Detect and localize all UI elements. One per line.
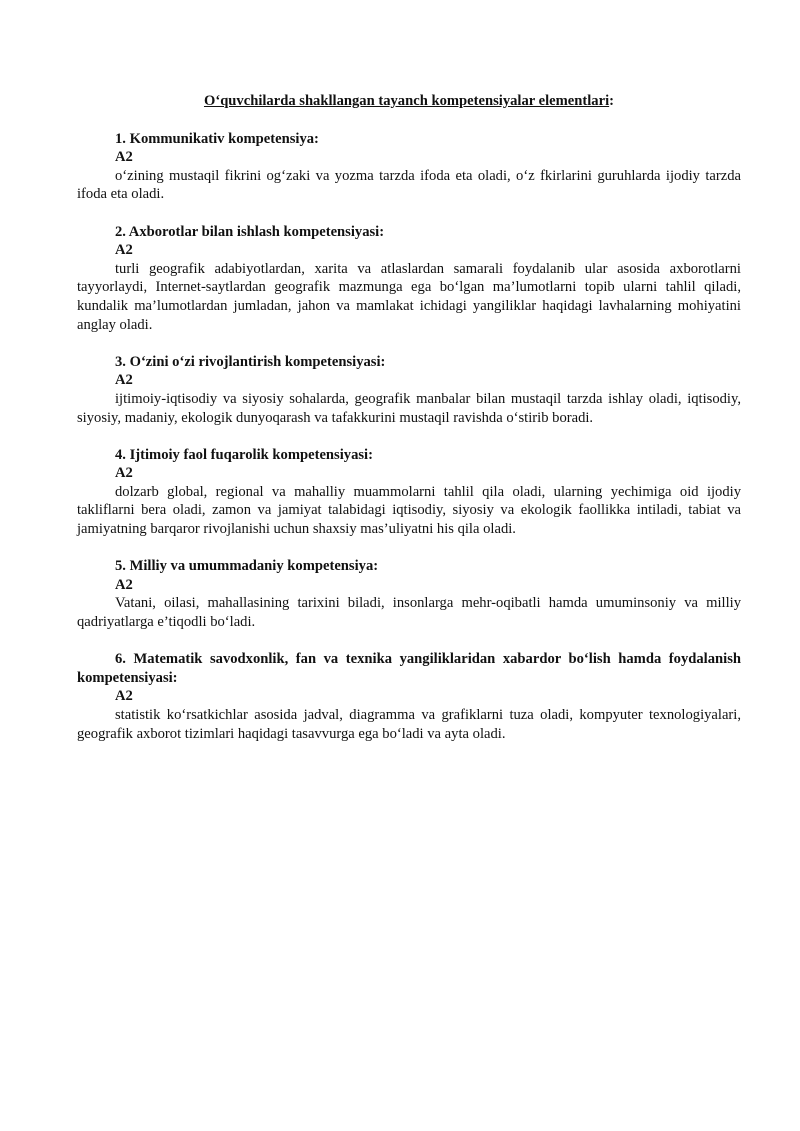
- section-text: ijtimoiy-iqtisodiy va siyosiy sohalarda, geografik manbalar bilan mustaqil tarzda ishlay oladi, iqtisodiy, siyosiy, madaniy, ekologik dunyoqarash va tafakkurini mustaqil ravishda o‘stirib boradi.: [77, 390, 741, 426]
- section-level: A2: [115, 688, 133, 705]
- page-title-suffix: :: [609, 93, 614, 109]
- section-heading: 5. Milliy va umummadaniy kompetensiya:: [115, 558, 379, 575]
- section-level: A2: [115, 465, 133, 482]
- section-heading: 3. O‘zini o‘zi rivojlantirish kompetensiyasi:: [115, 353, 386, 370]
- section-cultural: [77, 557, 741, 631]
- section-text: dolzarb global, regional va mahalliy muammolarni tahlil qila oladi, ularning yechimiga oid ijodiy takliflarni bera oladi, zamon va jamiyat talabidagi iqtisodiy, siyosiy va ekologik faollikka intiladi, tabiat va jamiyatning barqaror rivojlanishi uchun shaxsiy mas’uliyatni his qila oladi.: [77, 483, 741, 538]
- section-communicative: [77, 130, 741, 204]
- section-level: A2: [115, 242, 133, 259]
- section-heading: 6. Matematik savodxonlik, fan va texnika yangiliklaridan xabardor bo‘lish hamda foydalanish kompetensiyasi:: [77, 651, 741, 686]
- section-text: o‘zining mustaqil fikrini og‘zaki va yozma tarzda ifoda eta oladi, o‘z fkirlarini guruhlarda ijodiy tarzda ifoda eta oladi.: [77, 167, 741, 203]
- section-information: [77, 223, 741, 335]
- section-civic: [77, 446, 741, 539]
- section-level: A2: [115, 576, 133, 593]
- section-text: statistik ko‘rsatkichlar asosida jadval, diagramma va grafiklarni tuza oladi, kompyuter texnologiyalari, geografik axborot tizimlari haqidagi tasavvurga ega bo‘ladi va ayta oladi.: [77, 707, 741, 742]
- page-title-text: O‘quvchilarda shakllangan tayanch kompetensiyalar elementlari: [203, 93, 610, 109]
- section-level: A2: [115, 149, 133, 166]
- section-text: turli geografik adabiyotlardan, xarita va atlaslardan samarali foydalanib ular asosida axborotlarni tayyorlaydi, Internet-saytlardan geografik mazmunga ega bo‘lgan ma’lumotlarni topib ularni tahlil qiladi, kundalik ma’lumotlardan jumladan, jahon va mamlakat ichidagi yangiliklar haqidagi lavhalarning mohiyatini anglay oladi.: [77, 260, 741, 333]
- section-heading: 2. Axborotlar bilan ishlash kompetensiyasi:: [115, 223, 385, 240]
- section-self-development: [77, 353, 741, 427]
- section-text: Vatani, oilasi, mahallasining tarixini biladi, insonlarga mehr-oqibatli hamda umuminsoniy va milliy qadriyatlarga e’tiqodli bo‘ladi.: [77, 595, 741, 631]
- section-mathematical: [77, 650, 741, 743]
- page-title: [77, 92, 741, 111]
- section-heading: 4. Ijtimoiy faol fuqarolik kompetensiyasi:: [115, 446, 373, 463]
- section-level: A2: [115, 372, 133, 389]
- document-page: [77, 92, 741, 762]
- section-heading: 1. Kommunikativ kompetensiya:: [115, 130, 319, 147]
